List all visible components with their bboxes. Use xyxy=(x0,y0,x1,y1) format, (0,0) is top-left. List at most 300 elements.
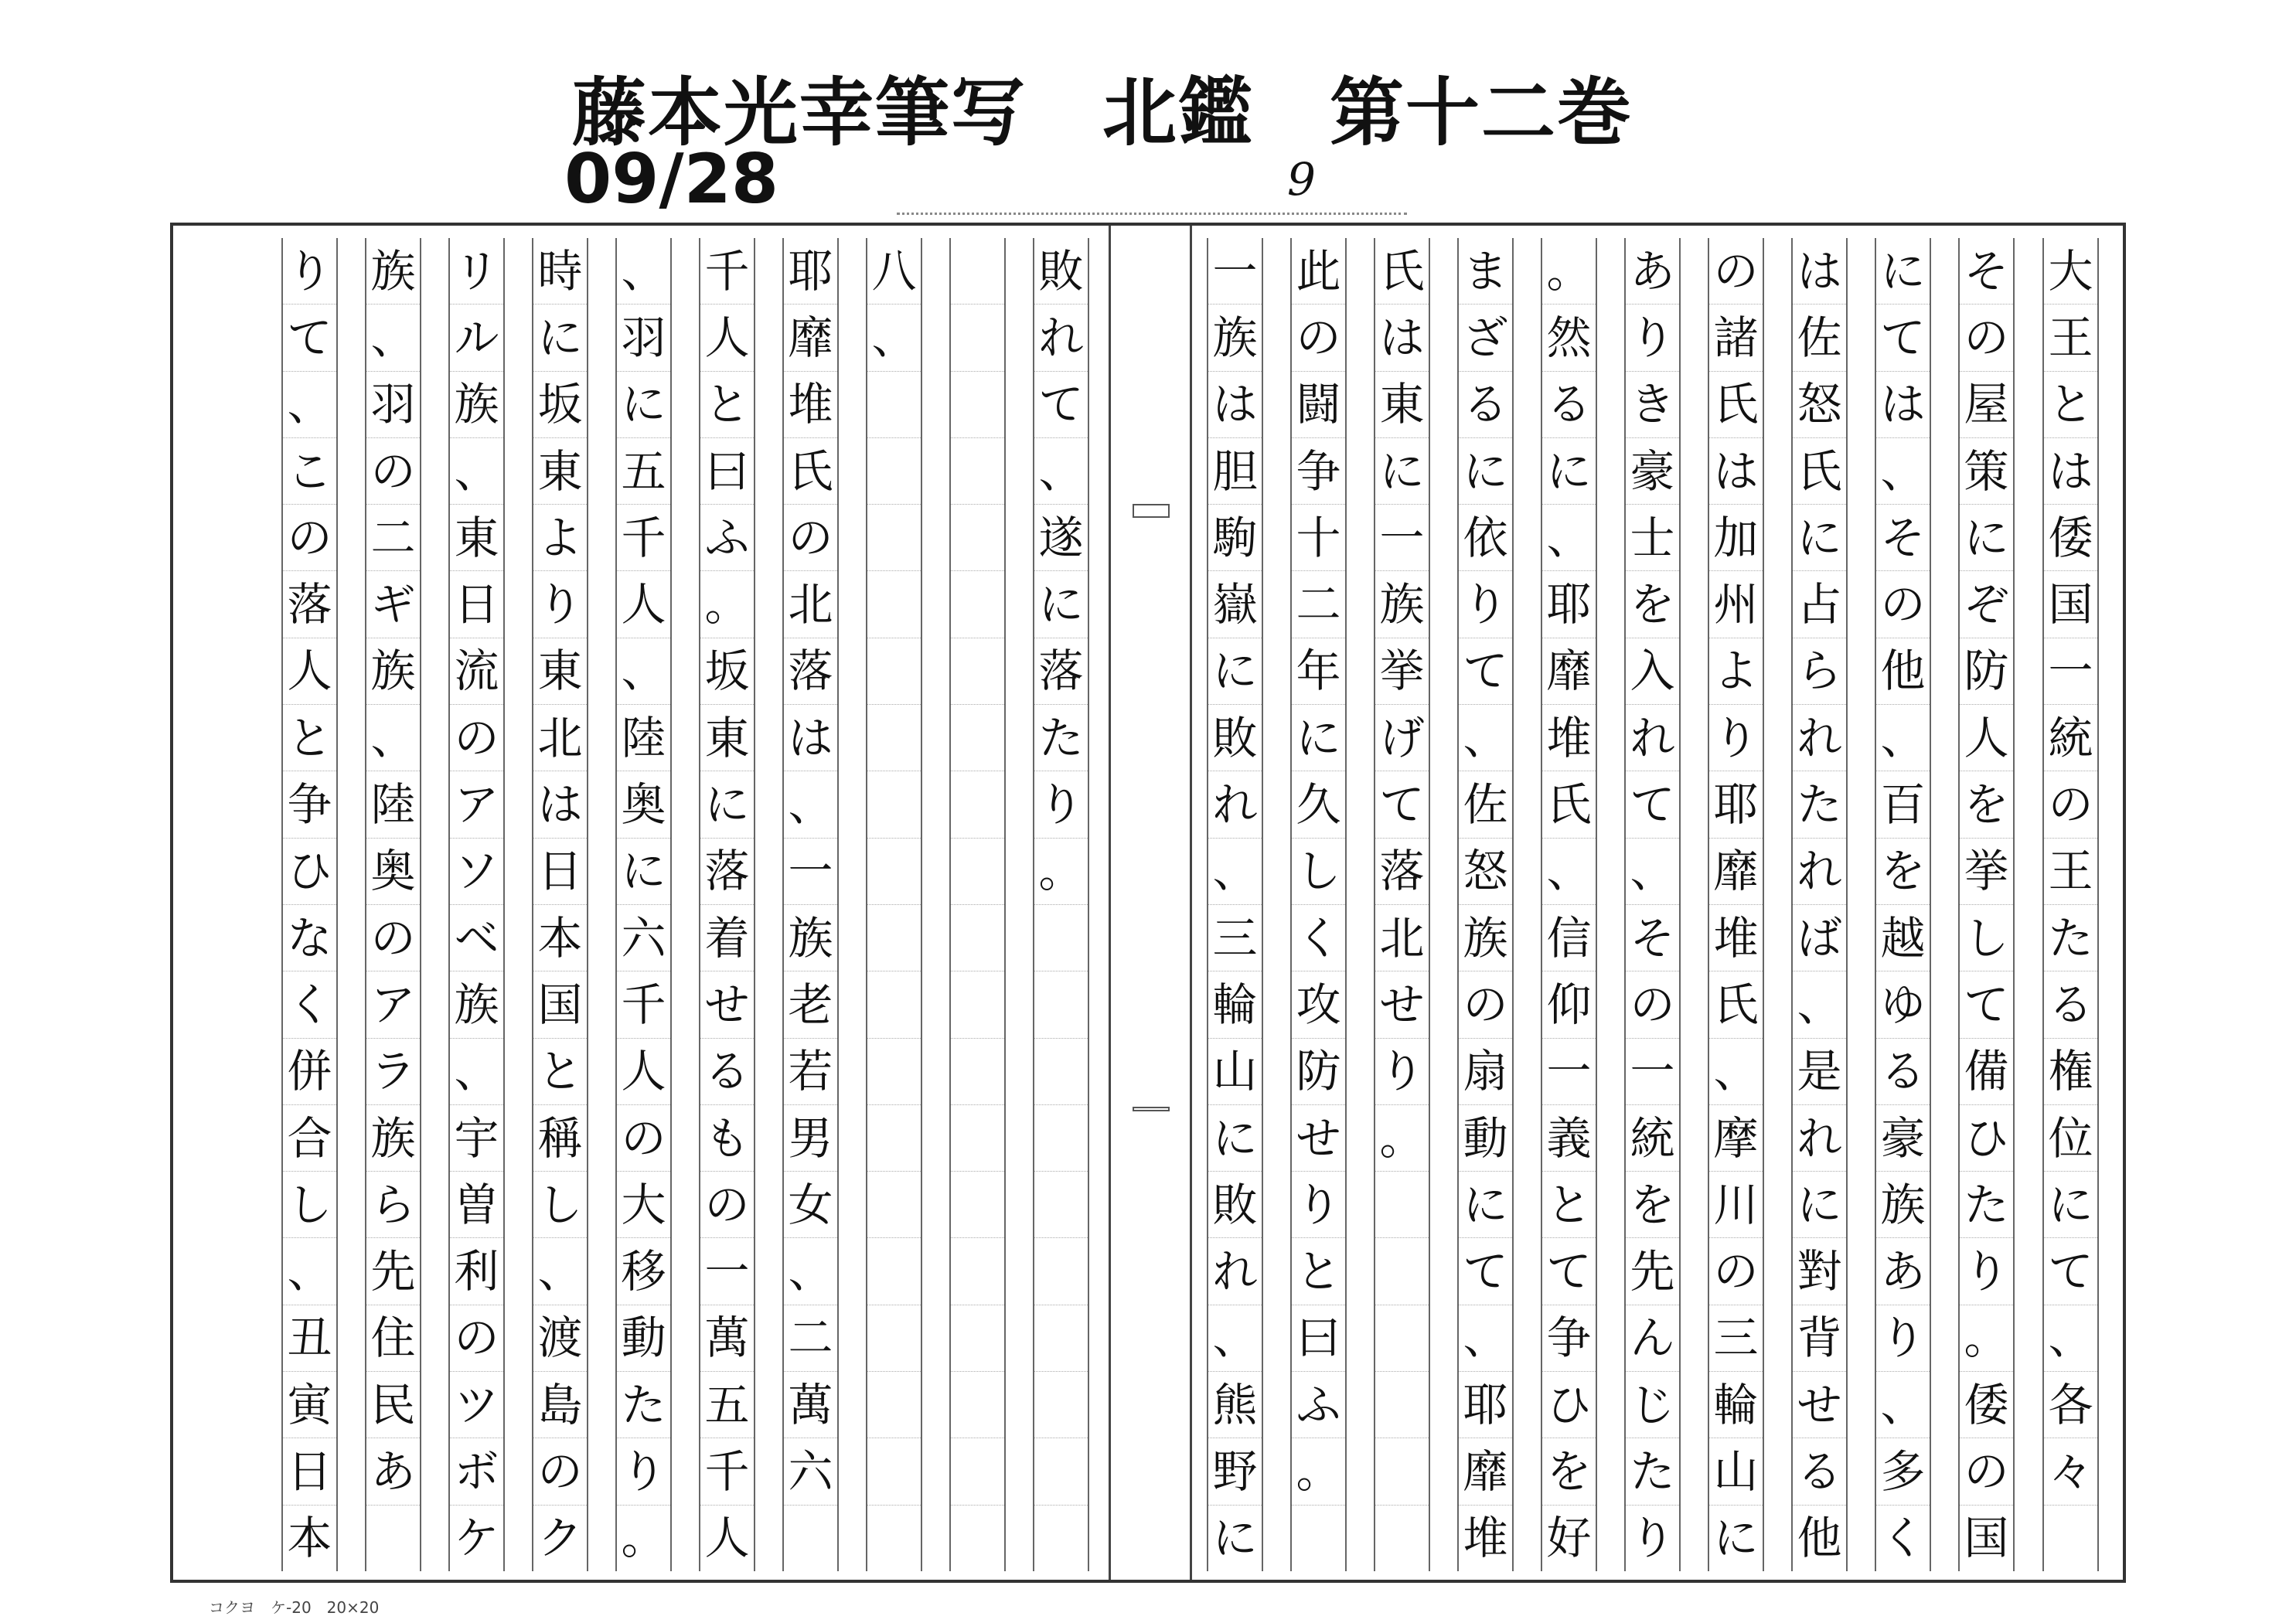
manuscript-cell: 二 xyxy=(366,505,420,571)
manuscript-cell: り xyxy=(283,238,336,305)
manuscript-cell: 靡 xyxy=(1709,839,1763,905)
manuscript-cell: 時 xyxy=(533,238,587,305)
manuscript-cell: 着 xyxy=(700,905,754,971)
manuscript-cell: 百 xyxy=(1876,771,1930,838)
manuscript-cell xyxy=(951,905,1004,971)
manuscript-cell: の xyxy=(1626,971,1679,1038)
manuscript-cell xyxy=(951,839,1004,905)
manuscript-cell: 氏 xyxy=(1793,438,1846,505)
manuscript-cell: 三 xyxy=(1709,1305,1763,1372)
manuscript-cell: 屋 xyxy=(1960,372,2013,438)
manuscript-cell xyxy=(951,571,1004,638)
manuscript-cell: る xyxy=(2044,971,2097,1038)
manuscript-column xyxy=(1276,238,1361,1571)
manuscript-cell: 王 xyxy=(2044,839,2097,905)
manuscript-cell: 奥 xyxy=(617,771,670,838)
manuscript-column-grid xyxy=(1875,238,1931,1571)
manuscript-cell: 千 xyxy=(617,971,670,1038)
manuscript-cell: 挙 xyxy=(1375,638,1429,705)
manuscript-cell: と xyxy=(700,372,754,438)
manuscript-cell xyxy=(951,1305,1004,1372)
manuscript-cell: ソ xyxy=(450,839,503,905)
manuscript-cell: を xyxy=(1960,771,2013,838)
manuscript-cell: 堆 xyxy=(1542,705,1596,771)
manuscript-cell: 渡 xyxy=(533,1305,587,1372)
manuscript-cell: て xyxy=(1459,1238,1512,1305)
manuscript-cell: 族 xyxy=(1459,905,1512,971)
manuscript-cell: 陸 xyxy=(617,705,670,771)
manuscript-cell xyxy=(951,705,1004,771)
manuscript-cell xyxy=(1375,1506,1429,1571)
manuscript-cell: 士 xyxy=(1626,505,1679,571)
manuscript-cell xyxy=(1034,1238,1088,1305)
manuscript-cell: 二 xyxy=(1292,571,1345,638)
manuscript-cell: 落 xyxy=(700,839,754,905)
manuscript-cell: 多 xyxy=(1876,1438,1930,1505)
manuscript-cell: は xyxy=(1793,238,1846,305)
manuscript-cell: り xyxy=(1876,1305,1930,1372)
manuscript-cell: を xyxy=(1626,571,1679,638)
manuscript-cell: 野 xyxy=(1208,1438,1262,1505)
manuscript-cell: 耶 xyxy=(784,238,837,305)
manuscript-cell: 本 xyxy=(533,905,587,971)
manuscript-cell: れ xyxy=(1034,305,1088,371)
manuscript-cell xyxy=(951,1372,1004,1438)
manuscript-cell: 落 xyxy=(1034,638,1088,705)
manuscript-cell: の xyxy=(784,505,837,571)
manuscript-cell: 他 xyxy=(1876,638,1930,705)
manuscript-cell: た xyxy=(1034,705,1088,771)
manuscript-column xyxy=(267,238,353,1571)
manuscript-cell: 国 xyxy=(533,971,587,1038)
manuscript-cell: に xyxy=(1208,638,1262,705)
manuscript-cell: し xyxy=(1292,839,1345,905)
manuscript-cell: 本 xyxy=(287,1512,332,1565)
manuscript-cell xyxy=(1375,1438,1429,1505)
manuscript-cell: と xyxy=(1292,1238,1345,1305)
manuscript-cell: 他 xyxy=(1797,1512,1842,1565)
manuscript-cell: 族 xyxy=(784,905,837,971)
manuscript-cell: は xyxy=(2044,438,2097,505)
manuscript-cell: 氏 xyxy=(1709,971,1763,1038)
manuscript-cell xyxy=(1034,905,1088,971)
manuscript-cell: て xyxy=(1459,638,1512,705)
manuscript-cell: 、 xyxy=(1876,705,1930,771)
manuscript-cell: 倭 xyxy=(1960,1372,2013,1438)
manuscript-cell: 人 xyxy=(1960,705,2013,771)
manuscript-cell: あ xyxy=(1876,1238,1930,1305)
manuscript-cell xyxy=(867,505,921,571)
manuscript-cell: 族 xyxy=(366,638,420,705)
manuscript-cell xyxy=(951,638,1004,705)
manuscript-cell: と xyxy=(533,1039,587,1105)
manuscript-cell: 民 xyxy=(366,1372,420,1438)
manuscript-cell: ん xyxy=(1626,1305,1679,1372)
manuscript-cell: 堆 xyxy=(1463,1512,1508,1565)
fold-mark xyxy=(1133,1107,1170,1111)
manuscript-cell: に xyxy=(2044,1172,2097,1238)
manuscript-cell xyxy=(951,505,1004,571)
manuscript-cell: 敗 xyxy=(1208,705,1262,771)
manuscript-cell: 人 xyxy=(617,1039,670,1105)
manuscript-cell: の xyxy=(1876,571,1930,638)
manuscript-cell: 防 xyxy=(1292,1039,1345,1105)
manuscript-cell: り xyxy=(1960,1238,2013,1305)
manuscript-cell: り xyxy=(1034,771,1088,838)
manuscript-cell: 摩 xyxy=(1709,1105,1763,1172)
manuscript-cell: 人 xyxy=(283,638,336,705)
manuscript-cell: の xyxy=(366,438,420,505)
manuscript-cell: し xyxy=(283,1172,336,1238)
manuscript-cell: ふ xyxy=(700,505,754,571)
manuscript-cell: 闘 xyxy=(1292,372,1345,438)
manuscript-cell: の xyxy=(2044,771,2097,838)
manuscript-cell: 、 xyxy=(1876,438,1930,505)
manuscript-cell: の xyxy=(450,1305,503,1372)
manuscript-cell: 併 xyxy=(283,1039,336,1105)
manuscript-cell: 奥 xyxy=(366,839,420,905)
manuscript-cell xyxy=(1375,1305,1429,1372)
manuscript-cell: 東 xyxy=(533,638,587,705)
manuscript-cell: 諸 xyxy=(1709,305,1763,371)
manuscript-cell: 統 xyxy=(1626,1105,1679,1172)
manuscript-cell: 、 xyxy=(366,305,420,371)
manuscript-cell xyxy=(1375,1172,1429,1238)
manuscript-cell: 靡 xyxy=(1542,638,1596,705)
manuscript-cell: 坂 xyxy=(700,638,754,705)
manuscript-cell: た xyxy=(2044,905,2097,971)
manuscript-cell: 入 xyxy=(1626,638,1679,705)
manuscript-cell: 加 xyxy=(1709,505,1763,571)
manuscript-cell: 若 xyxy=(784,1039,837,1105)
manuscript-cell: 、 xyxy=(1793,971,1846,1038)
manuscript-cell: て xyxy=(1375,771,1429,838)
manuscript-cell xyxy=(951,438,1004,505)
manuscript-cell: て xyxy=(2044,1238,2097,1305)
manuscript-cell: た xyxy=(1960,1172,2013,1238)
manuscript-cell: 曰 xyxy=(1292,1305,1345,1372)
manuscript-cell: よ xyxy=(533,505,587,571)
manuscript-cell: 男 xyxy=(784,1105,837,1172)
manuscript-cell: 人 xyxy=(700,305,754,371)
manuscript-cell: 落 xyxy=(1375,839,1429,905)
manuscript-cell xyxy=(867,771,921,838)
manuscript-cell: せ xyxy=(1375,971,1429,1038)
manuscript-column-grid xyxy=(615,238,672,1571)
manuscript-cell: 依 xyxy=(1459,505,1512,571)
manuscript-column-grid xyxy=(866,238,922,1571)
manuscript-cell: 、 xyxy=(283,1238,336,1305)
manuscript-cell: 靡 xyxy=(784,305,837,371)
manuscript-cell: 六 xyxy=(617,905,670,971)
manuscript-cell: 争 xyxy=(1542,1305,1596,1372)
manuscript-cell: た xyxy=(1793,771,1846,838)
manuscript-cell: 此 xyxy=(1292,238,1345,305)
manuscript-cell: 怒 xyxy=(1793,372,1846,438)
manuscript-cell: 五 xyxy=(700,1372,754,1438)
manuscript-cell: 、 xyxy=(617,238,670,305)
manuscript-cell: 是 xyxy=(1793,1039,1846,1105)
manuscript-cell: 二 xyxy=(784,1305,837,1372)
manuscript-cell: の xyxy=(617,1105,670,1172)
manuscript-cell xyxy=(2044,1506,2097,1571)
manuscript-cell: 氏 xyxy=(1375,238,1429,305)
manuscript-cell: と xyxy=(283,705,336,771)
manuscript-cell: 好 xyxy=(1546,1512,1592,1565)
manuscript-column-grid xyxy=(782,238,839,1571)
manuscript-cell: 堆 xyxy=(1709,905,1763,971)
manuscript-cell: 一 xyxy=(700,1238,754,1305)
manuscript-cell: は xyxy=(533,771,587,838)
manuscript-cell: 豪 xyxy=(1876,1105,1930,1172)
manuscript-cell: に xyxy=(1960,505,2013,571)
manuscript-cell: 、 xyxy=(283,372,336,438)
manuscript-cell xyxy=(867,1305,921,1372)
manuscript-cell: し xyxy=(533,1172,587,1238)
manuscript-column-grid xyxy=(1033,238,1089,1571)
manuscript-cell: に xyxy=(1212,1512,1258,1565)
manuscript-column xyxy=(601,238,686,1571)
manuscript-cell: ひ xyxy=(283,839,336,905)
manuscript-cell xyxy=(867,905,921,971)
manuscript-cell: 一 xyxy=(2044,638,2097,705)
manuscript-cell xyxy=(951,305,1004,371)
manuscript-cell: の xyxy=(1709,238,1763,305)
manuscript-column xyxy=(1861,238,1946,1571)
manuscript-cell: り xyxy=(533,571,587,638)
paper-label: コクヨ ケ-20 20×20 xyxy=(209,1598,380,1617)
manuscript-cell: に xyxy=(617,372,670,438)
manuscript-cell: 落 xyxy=(784,638,837,705)
manuscript-cell: 族 xyxy=(450,971,503,1038)
manuscript-column xyxy=(685,238,770,1571)
manuscript-cell: 、 xyxy=(784,1238,837,1305)
manuscript-column-grid xyxy=(1207,238,1263,1571)
manuscript-cell: 千 xyxy=(700,238,754,305)
manuscript-cell: せ xyxy=(1292,1105,1345,1172)
manuscript-cell: き xyxy=(1626,372,1679,438)
manuscript-cell: 策 xyxy=(1960,438,2013,505)
manuscript-cell: ひ xyxy=(1960,1105,2013,1172)
manuscript-column-grid xyxy=(1958,238,2015,1571)
manuscript-cell: 。 xyxy=(1292,1438,1345,1505)
manuscript-cell: あ xyxy=(366,1438,420,1505)
manuscript-cell: 怒 xyxy=(1459,839,1512,905)
manuscript-cell xyxy=(867,1172,921,1238)
manuscript-cell: 族 xyxy=(1876,1172,1930,1238)
manuscript-column xyxy=(351,238,436,1571)
manuscript-cell: る xyxy=(700,1039,754,1105)
manuscript-cell: 先 xyxy=(366,1238,420,1305)
manuscript-cell: 一 xyxy=(784,839,837,905)
manuscript-cell: 然 xyxy=(1542,305,1596,371)
manuscript-cell: 北 xyxy=(533,705,587,771)
manuscript-cell: ふ xyxy=(1292,1372,1345,1438)
manuscript-cell: 萬 xyxy=(700,1305,754,1372)
manuscript-cell xyxy=(867,839,921,905)
manuscript-column-grid xyxy=(1791,238,1848,1571)
manuscript-cell xyxy=(1034,1039,1088,1105)
manuscript-cell: の xyxy=(1709,1238,1763,1305)
manuscript-cell: の xyxy=(366,905,420,971)
manuscript-cell: 對 xyxy=(1793,1238,1846,1305)
manuscript-cell: ゆ xyxy=(1876,971,1930,1038)
manuscript-column xyxy=(1694,238,1779,1571)
manuscript-cell xyxy=(951,971,1004,1038)
manuscript-cell: れ xyxy=(1793,839,1846,905)
manuscript-cell: 東 xyxy=(1375,372,1429,438)
manuscript-cell: り xyxy=(617,1438,670,1505)
manuscript-cell: ベ xyxy=(450,905,503,971)
manuscript-column xyxy=(1019,238,1104,1571)
manuscript-cell: 氏 xyxy=(1709,372,1763,438)
manuscript-cell: こ xyxy=(283,438,336,505)
manuscript-cell: に xyxy=(700,771,754,838)
manuscript-cell xyxy=(951,238,1004,305)
manuscript-cell: は xyxy=(1709,438,1763,505)
manuscript-cell: 堆 xyxy=(784,372,837,438)
manuscript-cell: を xyxy=(1626,1172,1679,1238)
manuscript-column-grid xyxy=(1374,238,1430,1571)
manuscript-cell: に xyxy=(1713,1512,1759,1565)
manuscript-cell xyxy=(1034,1506,1088,1571)
manuscript-cell: の xyxy=(1960,305,2013,371)
manuscript-cell xyxy=(867,971,921,1038)
manuscript-cell: 稱 xyxy=(533,1105,587,1172)
manuscript-column xyxy=(1193,238,1278,1571)
manuscript-cell: の xyxy=(1459,971,1512,1038)
manuscript-column-grid xyxy=(532,238,588,1571)
manuscript-cell: に xyxy=(1292,705,1345,771)
manuscript-cell: り xyxy=(1375,1039,1429,1105)
manuscript-cell: に xyxy=(1375,438,1429,505)
manuscript-cell: 権 xyxy=(2044,1039,2097,1105)
manuscript-cell xyxy=(951,1039,1004,1105)
manuscript-cell: 宇 xyxy=(450,1105,503,1172)
manuscript-cell: に xyxy=(1459,438,1512,505)
manuscript-cell: て xyxy=(1626,771,1679,838)
manuscript-cell: く xyxy=(1880,1512,1926,1565)
manuscript-cell xyxy=(1375,1238,1429,1305)
manuscript-cell: た xyxy=(1626,1438,1679,1505)
manuscript-cell: に xyxy=(1459,1172,1512,1238)
manuscript-cell: ざ xyxy=(1459,305,1512,371)
manuscript-cell: せ xyxy=(700,971,754,1038)
manuscript-cell: 坂 xyxy=(533,372,587,438)
manuscript-column xyxy=(1527,238,1612,1571)
manuscript-cell: て xyxy=(1960,971,2013,1038)
manuscript-cell xyxy=(867,1105,921,1172)
manuscript-cell: 族 xyxy=(450,372,503,438)
manuscript-cell: 、 xyxy=(1626,839,1679,905)
manuscript-sheet xyxy=(170,223,2126,1583)
manuscript-cell: 五 xyxy=(617,438,670,505)
manuscript-cell: ア xyxy=(366,971,420,1038)
manuscript-cell: れ xyxy=(1208,771,1262,838)
manuscript-cell xyxy=(1034,1105,1088,1172)
manuscript-cell: 、 xyxy=(617,638,670,705)
center-fold-gutter xyxy=(1109,226,1192,1580)
manuscript-cell: ケ xyxy=(454,1512,499,1565)
manuscript-cell: ツ xyxy=(450,1372,503,1438)
manuscript-cell: な xyxy=(283,905,336,971)
manuscript-cell: よ xyxy=(1709,638,1763,705)
manuscript-column-grid xyxy=(365,238,421,1571)
manuscript-cell: げ xyxy=(1375,705,1429,771)
manuscript-cell: 攻 xyxy=(1292,971,1345,1038)
manuscript-cell: ら xyxy=(1793,638,1846,705)
manuscript-cell: 千 xyxy=(700,1438,754,1505)
manuscript-cell: 流 xyxy=(450,638,503,705)
manuscript-cell: リ xyxy=(450,238,503,305)
manuscript-cell: 大 xyxy=(617,1172,670,1238)
manuscript-cell: 合 xyxy=(283,1105,336,1172)
manuscript-cell: 人 xyxy=(704,1512,750,1565)
manuscript-cell: 国 xyxy=(1964,1512,2009,1565)
manuscript-cell: 挙 xyxy=(1960,839,2013,905)
manuscript-column xyxy=(2029,238,2114,1571)
manuscript-cell xyxy=(867,571,921,638)
manuscript-cell: ル xyxy=(450,305,503,371)
manuscript-cell: は xyxy=(1375,305,1429,371)
page-number: 9 xyxy=(1287,153,1316,206)
manuscript-cell: 北 xyxy=(1375,905,1429,971)
manuscript-cell: 氏 xyxy=(1542,771,1596,838)
manuscript-cell: て xyxy=(1542,1238,1596,1305)
manuscript-cell: 十 xyxy=(1292,505,1345,571)
manuscript-cell: り xyxy=(1626,305,1679,371)
manuscript-cell: 利 xyxy=(450,1238,503,1305)
manuscript-cell: 動 xyxy=(1459,1105,1512,1172)
manuscript-cell: 曽 xyxy=(450,1172,503,1238)
manuscript-cell xyxy=(1034,1438,1088,1505)
manuscript-cell: の xyxy=(283,505,336,571)
transcription-date: 09/28 xyxy=(564,139,779,219)
manuscript-cell xyxy=(867,705,921,771)
manuscript-column xyxy=(434,238,519,1571)
manuscript-cell: 落 xyxy=(283,571,336,638)
manuscript-cell xyxy=(951,1105,1004,1172)
manuscript-cell: 、 xyxy=(1542,839,1596,905)
manuscript-cell: ば xyxy=(1793,905,1846,971)
manuscript-cell xyxy=(366,1506,420,1571)
manuscript-cell: 島 xyxy=(533,1372,587,1438)
manuscript-column xyxy=(852,238,937,1571)
manuscript-cell: 争 xyxy=(1292,438,1345,505)
manuscript-cell: 々 xyxy=(2044,1438,2097,1505)
manuscript-cell: は xyxy=(784,705,837,771)
manuscript-cell: に xyxy=(1793,505,1846,571)
manuscript-column-grid xyxy=(1708,238,1764,1571)
manuscript-cell: 山 xyxy=(1709,1438,1763,1505)
manuscript-cell: 。 xyxy=(700,571,754,638)
manuscript-cell xyxy=(867,1506,921,1571)
manuscript-cell: 六 xyxy=(784,1438,837,1505)
manuscript-cell: 女 xyxy=(784,1172,837,1238)
manuscript-cell: 備 xyxy=(1960,1039,2013,1105)
manuscript-cell: り xyxy=(1630,1512,1675,1565)
manuscript-cell: 争 xyxy=(283,771,336,838)
manuscript-cell: の xyxy=(1292,305,1345,371)
manuscript-column xyxy=(935,238,1020,1571)
manuscript-cell: の xyxy=(1960,1438,2013,1505)
manuscript-cell: 義 xyxy=(1542,1105,1596,1172)
manuscript-cell: 動 xyxy=(617,1305,670,1372)
manuscript-cell: 豪 xyxy=(1626,438,1679,505)
manuscript-cell: と xyxy=(2044,372,2097,438)
manuscript-cell: 先 xyxy=(1626,1238,1679,1305)
manuscript-cell: 一 xyxy=(1375,505,1429,571)
